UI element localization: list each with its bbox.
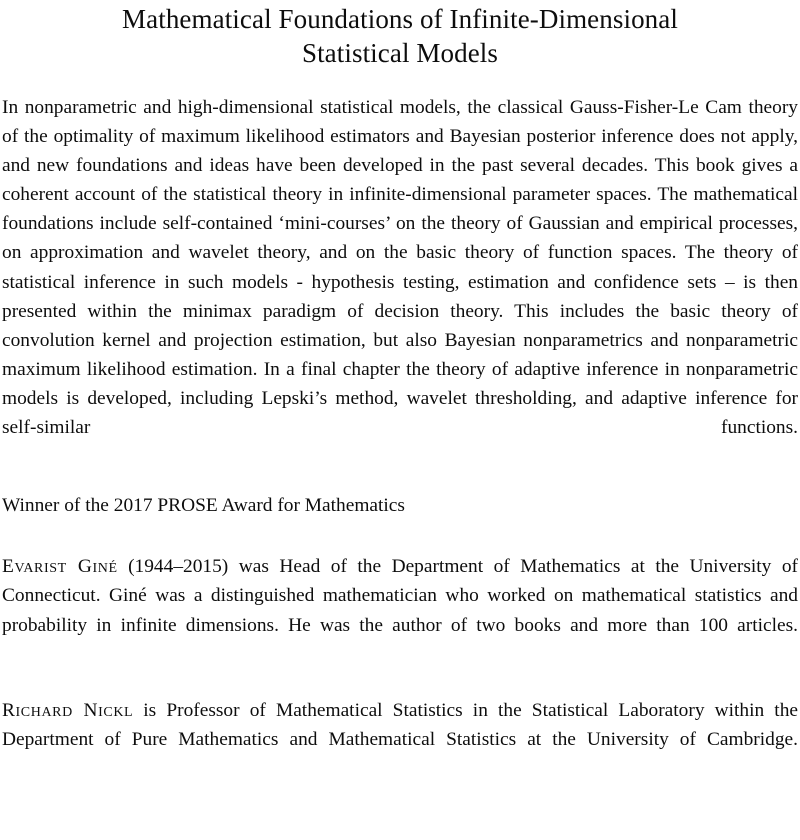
author-bio-nickl [2,696,798,783]
author-name-gine: Evarist Giné [2,556,118,578]
title-line-1: Mathematical Foundations of Infinite-Dimensional [122,4,678,34]
author-name-nickl: Richard Nickl [2,699,134,721]
author-bio-gine [2,552,798,668]
award-line: Winner of the 2017 PROSE Award for Mathematics [2,495,405,517]
blurb-paragraph: In nonparametric and high-dimensional statistical models, the classical Gauss-Fisher-Le Cam theory of the optimality of maximum likelihood estimators and Bayesian posterior inference does not apply, and new foundations and ideas have been developed in the past several decades. This book gives a coherent account of the statistical theory in infinite-dimensional parameter spaces. The mathematical foundations include self-contained ‘mini-courses’ on the theory of Gaussian and empirical processes, on approximation and wavelet theory, and on the basic theory of function spaces. The theory of statistical inference in such models - hypothesis testing, estimation and confidence sets – is then presented within the minimax paradigm of decision theory. This includes the basic theory of convolution kernel and projection estimation, but also Bayesian nonparametrics and nonparametric maximum likelihood estimation. In a final chapter the theory of adaptive inference in nonparametric models is developed, including Lepski’s method, wavelet thresholding, and adaptive inference for self-similar functions. [2,97,798,439]
author-bio-gine-text: (1944–2015) was Head of the Department of Mathematics at the University of Connecticut. Giné was a distinguished mathematician who worked on mathematical statistics and probability in infinite dimensions. He was the author of two books and more than 100 articles. [2,556,798,636]
page-title [2,0,798,70]
title-line-2: Statistical Models [301,38,499,68]
author-bio-nickl-text: is Professor of Mathematical Statistics in the Statistical Laboratory within the Department of Pure Mathematics and Mathematical Statistics at the University of Cambridge. [2,699,798,750]
